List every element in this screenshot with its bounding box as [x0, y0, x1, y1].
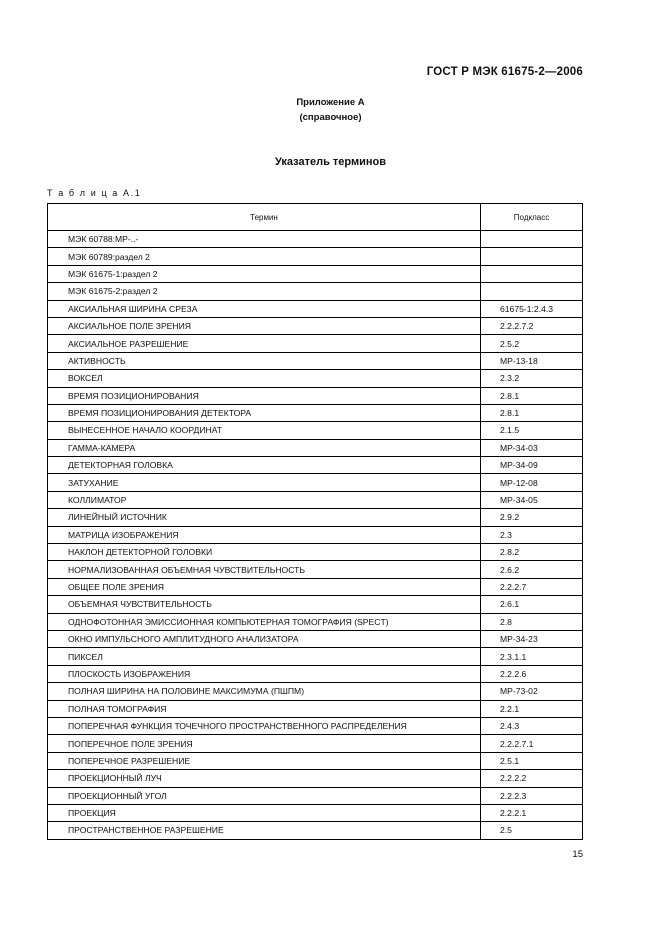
table-row: [48, 804, 583, 821]
table-row: [48, 700, 583, 717]
appendix-heading: [0, 95, 661, 125]
table-row: [48, 630, 583, 647]
term-cell: ОБЪЕМНАЯ ЧУВСТВИТЕЛЬНОСТЬ: [48, 596, 481, 613]
appendix-title: Приложение А: [296, 97, 365, 108]
table-row: [48, 283, 583, 300]
subclass-cell: 2.6.2: [481, 561, 583, 578]
index-title: Указатель терминов: [274, 156, 387, 168]
subclass-cell: 2.2.2.2: [481, 770, 583, 787]
table-row: [48, 717, 583, 734]
term-cell: ОБЩЕЕ ПОЛЕ ЗРЕНИЯ: [48, 578, 481, 595]
subclass-cell: 61675-1:2.4.3: [481, 300, 583, 317]
standard-id: ГОСТ Р МЭК 61675-2—2006: [426, 66, 583, 78]
subclass-cell: 2.1.5: [481, 422, 583, 439]
subclass-cell: 2.8: [481, 613, 583, 630]
subclass-cell: МР-34-05: [481, 491, 583, 508]
terms-table: [47, 203, 583, 840]
subclass-cell: 2.2.2.7: [481, 578, 583, 595]
table-row: [48, 509, 583, 526]
term-cell: АКТИВНОСТЬ: [48, 352, 481, 369]
term-cell: ДЕТЕКТОРНАЯ ГОЛОВКА: [48, 457, 481, 474]
table-body: [48, 231, 583, 840]
table-row: [48, 335, 583, 352]
subclass-cell: МР-34-23: [481, 630, 583, 647]
term-cell: ПРОЕКЦИОННЫЙ ЛУЧ: [48, 770, 481, 787]
subclass-cell: МР-34-03: [481, 439, 583, 456]
subclass-cell: 2.2.1: [481, 700, 583, 717]
table-row: [48, 352, 583, 369]
subclass-cell: 2.5: [481, 822, 583, 839]
table-row: [48, 439, 583, 456]
term-cell: ВРЕМЯ ПОЗИЦИОНИРОВАНИЯ ДЕТЕКТОРА: [48, 404, 481, 421]
term-cell: ПОПЕРЕЧНОЕ ПОЛЕ ЗРЕНИЯ: [48, 735, 481, 752]
subclass-cell: 2.2.2.6: [481, 665, 583, 682]
table-row: [48, 544, 583, 561]
table-row: [48, 578, 583, 595]
term-cell: ПРОСТРАНСТВЕННОЕ РАЗРЕШЕНИЕ: [48, 822, 481, 839]
subclass-cell: 2.5.1: [481, 752, 583, 769]
term-cell: МЭК 60789:раздел 2: [48, 248, 481, 265]
table-row: [48, 387, 583, 404]
term-cell: МЭК 60788:МР-..-: [48, 231, 481, 248]
term-cell: ВЫНЕСЕННОЕ НАЧАЛО КООРДИНАТ: [48, 422, 481, 439]
table-row: [48, 752, 583, 769]
term-cell: ПРОЕКЦИЯ: [48, 804, 481, 821]
subclass-cell: 2.8.1: [481, 387, 583, 404]
page-number: 15: [572, 849, 583, 860]
term-cell: ПОЛНАЯ ШИРИНА НА ПОЛОВИНЕ МАКСИМУМА (ПШПМ): [48, 683, 481, 700]
table-row: [48, 248, 583, 265]
table-row: [48, 300, 583, 317]
table-row: [48, 596, 583, 613]
term-cell: МАТРИЦА ИЗОБРАЖЕНИЯ: [48, 526, 481, 543]
subclass-cell: 2.8.2: [481, 544, 583, 561]
term-cell: АКСИАЛЬНОЕ РАЗРЕШЕНИЕ: [48, 335, 481, 352]
subclass-cell: МР-13-18: [481, 352, 583, 369]
table-row: [48, 474, 583, 491]
table-row: [48, 491, 583, 508]
table-row: [48, 457, 583, 474]
table-caption: Т а б л и ц а А.1: [47, 188, 142, 198]
subclass-cell: МР-73-02: [481, 683, 583, 700]
subclass-cell: [481, 231, 583, 248]
table-row: [48, 683, 583, 700]
term-cell: МЭК 61675-2:раздел 2: [48, 283, 481, 300]
table-row: [48, 404, 583, 421]
term-cell: НАКЛОН ДЕТЕКТОРНОЙ ГОЛОВКИ: [48, 544, 481, 561]
subclass-cell: 2.2.2.3: [481, 787, 583, 804]
term-cell: ЛИНЕЙНЫЙ ИСТОЧНИК: [48, 509, 481, 526]
subclass-cell: [481, 248, 583, 265]
term-cell: КОЛЛИМАТОР: [48, 491, 481, 508]
subclass-cell: 2.4.3: [481, 717, 583, 734]
subclass-cell: МР-34-09: [481, 457, 583, 474]
subclass-cell: [481, 283, 583, 300]
table-row: [48, 648, 583, 665]
table-header-row: [48, 204, 583, 231]
term-cell: АКСИАЛЬНАЯ ШИРИНА СРЕЗА: [48, 300, 481, 317]
term-cell: ОДНОФОТОННАЯ ЭМИССИОННАЯ КОМПЬЮТЕРНАЯ ТОМОГРАФИЯ (SPECT): [48, 613, 481, 630]
term-cell: ВРЕМЯ ПОЗИЦИОНИРОВАНИЯ: [48, 387, 481, 404]
table-row: [48, 231, 583, 248]
term-cell: ПРОЕКЦИОННЫЙ УГОЛ: [48, 787, 481, 804]
term-cell: ПОПЕРЕЧНАЯ ФУНКЦИЯ ТОЧЕЧНОГО ПРОСТРАНСТВЕННОГО РАСПРЕДЕЛЕНИЯ: [48, 717, 481, 734]
table-row: [48, 613, 583, 630]
term-cell: ГАММА-КАМЕРА: [48, 439, 481, 456]
term-cell: МЭК 61675-1:раздел 2: [48, 265, 481, 282]
column-header-subclass: Подкласс: [481, 204, 583, 231]
term-cell: ЗАТУХАНИЕ: [48, 474, 481, 491]
table-row: [48, 265, 583, 282]
table-row: [48, 526, 583, 543]
table-row: [48, 561, 583, 578]
subclass-cell: 2.3.1.1: [481, 648, 583, 665]
term-cell: ВОКСЕЛ: [48, 370, 481, 387]
subclass-cell: 2.2.2.7.1: [481, 735, 583, 752]
appendix-note: (справочное): [299, 112, 362, 123]
table-row: [48, 422, 583, 439]
subclass-cell: 2.5.2: [481, 335, 583, 352]
subclass-cell: 2.9.2: [481, 509, 583, 526]
subclass-cell: 2.2.2.1: [481, 804, 583, 821]
table-row: [48, 787, 583, 804]
table-row: [48, 770, 583, 787]
subclass-cell: [481, 265, 583, 282]
term-cell: НОРМАЛИЗОВАННАЯ ОБЪЕМНАЯ ЧУВСТВИТЕЛЬНОСТЬ: [48, 561, 481, 578]
term-cell: ПОПЕРЕЧНОЕ РАЗРЕШЕНИЕ: [48, 752, 481, 769]
term-cell: ПЛОСКОСТЬ ИЗОБРАЖЕНИЯ: [48, 665, 481, 682]
table-row: [48, 317, 583, 334]
table-row: [48, 370, 583, 387]
term-cell: ПОЛНАЯ ТОМОГРАФИЯ: [48, 700, 481, 717]
column-header-term: Термин: [48, 204, 481, 231]
subclass-cell: МР-12-08: [481, 474, 583, 491]
term-cell: ОКНО ИМПУЛЬСНОГО АМПЛИТУДНОГО АНАЛИЗАТОРА: [48, 630, 481, 647]
term-cell: АКСИАЛЬНОЕ ПОЛЕ ЗРЕНИЯ: [48, 317, 481, 334]
subclass-cell: 2.3: [481, 526, 583, 543]
term-cell: ПИКСЕЛ: [48, 648, 481, 665]
subclass-cell: 2.2.2.7.2: [481, 317, 583, 334]
table-row: [48, 665, 583, 682]
subclass-cell: 2.6.1: [481, 596, 583, 613]
table-row: [48, 735, 583, 752]
table-row: [48, 822, 583, 839]
subclass-cell: 2.8.1: [481, 404, 583, 421]
subclass-cell: 2.3.2: [481, 370, 583, 387]
